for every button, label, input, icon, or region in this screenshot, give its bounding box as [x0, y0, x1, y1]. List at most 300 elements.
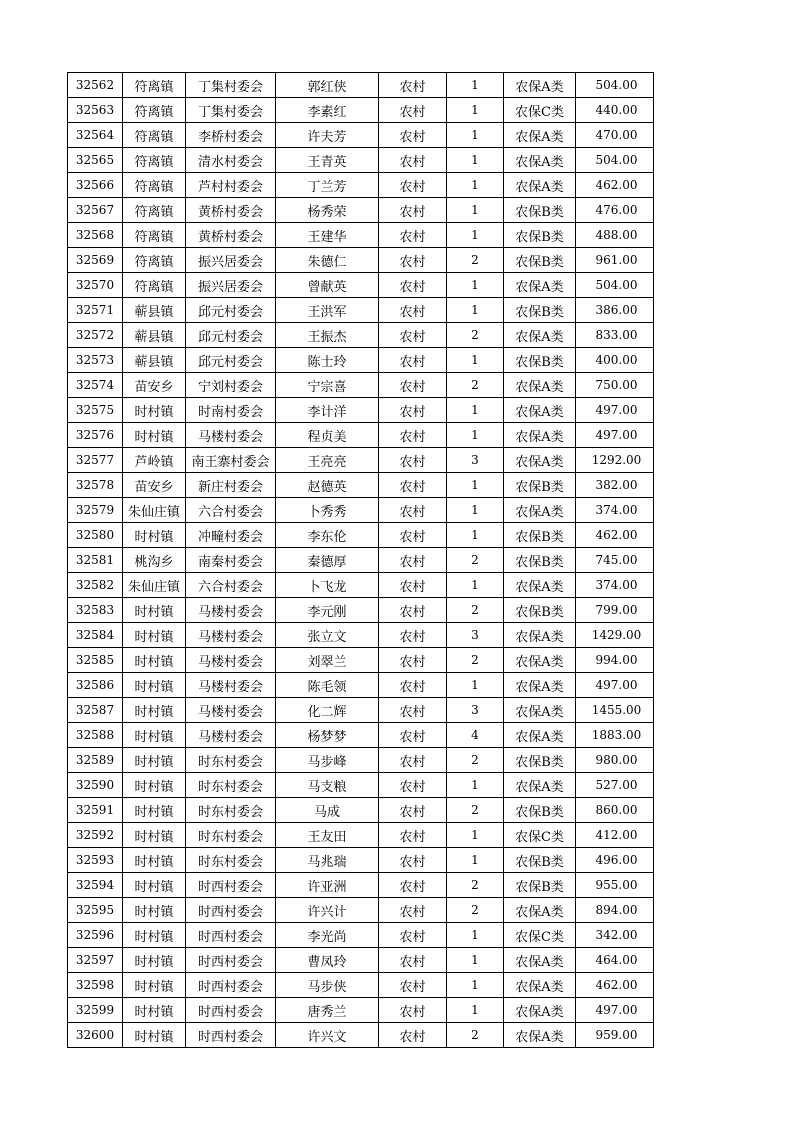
- insurance-class-cell: 农保A类: [504, 423, 576, 448]
- record-id-cell: 32573: [68, 348, 123, 373]
- record-id-cell: 32568: [68, 223, 123, 248]
- household-count-cell: 2: [447, 1023, 504, 1048]
- town-cell: 符离镇: [123, 148, 186, 173]
- committee-cell: 宁刘村委会: [186, 373, 276, 398]
- record-id-cell: 32564: [68, 123, 123, 148]
- town-cell: 时村镇: [123, 623, 186, 648]
- insurance-class-cell: 农保B类: [504, 523, 576, 548]
- record-id-cell: 32572: [68, 323, 123, 348]
- record-id-cell: 32597: [68, 948, 123, 973]
- table-row: [68, 348, 654, 373]
- record-id-cell: 32592: [68, 823, 123, 848]
- record-id-cell: 32566: [68, 173, 123, 198]
- record-id-cell: 32584: [68, 623, 123, 648]
- amount-cell: 497.00: [576, 423, 654, 448]
- record-id-cell: 32577: [68, 448, 123, 473]
- household-count-cell: 1: [447, 298, 504, 323]
- area-type-cell: 农村: [379, 573, 447, 598]
- insurance-class-cell: 农保B类: [504, 348, 576, 373]
- insurance-class-cell: 农保B类: [504, 598, 576, 623]
- amount-cell: 527.00: [576, 773, 654, 798]
- name-cell: 王洪军: [276, 298, 379, 323]
- name-cell: 丁兰芳: [276, 173, 379, 198]
- area-type-cell: 农村: [379, 698, 447, 723]
- table-row: [68, 298, 654, 323]
- amount-cell: 833.00: [576, 323, 654, 348]
- household-count-cell: 1: [447, 73, 504, 98]
- insurance-class-cell: 农保B类: [504, 548, 576, 573]
- insurance-class-cell: 农保A类: [504, 723, 576, 748]
- area-type-cell: 农村: [379, 623, 447, 648]
- name-cell: 刘翠兰: [276, 648, 379, 673]
- record-id-cell: 32599: [68, 998, 123, 1023]
- amount-cell: 994.00: [576, 648, 654, 673]
- table-row: [68, 398, 654, 423]
- town-cell: 时村镇: [123, 823, 186, 848]
- household-count-cell: 1: [447, 348, 504, 373]
- table-row: [68, 423, 654, 448]
- table-row: [68, 998, 654, 1023]
- area-type-cell: 农村: [379, 673, 447, 698]
- record-id-cell: 32591: [68, 798, 123, 823]
- table-row: [68, 748, 654, 773]
- insurance-class-cell: 农保A类: [504, 998, 576, 1023]
- amount-cell: 462.00: [576, 973, 654, 998]
- household-count-cell: 1: [447, 223, 504, 248]
- record-id-cell: 32563: [68, 98, 123, 123]
- name-cell: 唐秀兰: [276, 998, 379, 1023]
- insurance-class-cell: 农保A类: [504, 773, 576, 798]
- name-cell: 陈毛领: [276, 673, 379, 698]
- area-type-cell: 农村: [379, 73, 447, 98]
- committee-cell: 清水村委会: [186, 148, 276, 173]
- amount-cell: 462.00: [576, 173, 654, 198]
- amount-cell: 462.00: [576, 523, 654, 548]
- name-cell: 许兴计: [276, 898, 379, 923]
- household-count-cell: 1: [447, 848, 504, 873]
- town-cell: 符离镇: [123, 198, 186, 223]
- name-cell: 李东伦: [276, 523, 379, 548]
- household-count-cell: 1: [447, 173, 504, 198]
- record-id-cell: 32593: [68, 848, 123, 873]
- insurance-class-cell: 农保A类: [504, 948, 576, 973]
- name-cell: 马步侠: [276, 973, 379, 998]
- committee-cell: 丁集村委会: [186, 98, 276, 123]
- committee-cell: 时西村委会: [186, 948, 276, 973]
- record-id-cell: 32575: [68, 398, 123, 423]
- town-cell: 蕲县镇: [123, 348, 186, 373]
- amount-cell: 464.00: [576, 948, 654, 973]
- table-body: [68, 73, 654, 1048]
- table-row: [68, 148, 654, 173]
- town-cell: 时村镇: [123, 1023, 186, 1048]
- area-type-cell: 农村: [379, 848, 447, 873]
- table-row: [68, 448, 654, 473]
- town-cell: 符离镇: [123, 173, 186, 198]
- record-id-cell: 32600: [68, 1023, 123, 1048]
- area-type-cell: 农村: [379, 123, 447, 148]
- area-type-cell: 农村: [379, 323, 447, 348]
- insurance-class-cell: 农保B类: [504, 473, 576, 498]
- insurance-class-cell: 农保A类: [504, 898, 576, 923]
- town-cell: 时村镇: [123, 698, 186, 723]
- name-cell: 郭红侠: [276, 73, 379, 98]
- household-count-cell: 1: [447, 148, 504, 173]
- town-cell: 时村镇: [123, 673, 186, 698]
- area-type-cell: 农村: [379, 823, 447, 848]
- name-cell: 杨秀荣: [276, 198, 379, 223]
- town-cell: 朱仙庄镇: [123, 573, 186, 598]
- table-row: [68, 973, 654, 998]
- amount-cell: 497.00: [576, 998, 654, 1023]
- committee-cell: 时南村委会: [186, 398, 276, 423]
- table-row: [68, 173, 654, 198]
- household-count-cell: 2: [447, 373, 504, 398]
- town-cell: 符离镇: [123, 123, 186, 148]
- insurance-class-cell: 农保A类: [504, 173, 576, 198]
- committee-cell: 时东村委会: [186, 748, 276, 773]
- area-type-cell: 农村: [379, 873, 447, 898]
- insurance-class-cell: 农保A类: [504, 73, 576, 98]
- town-cell: 时村镇: [123, 523, 186, 548]
- area-type-cell: 农村: [379, 298, 447, 323]
- town-cell: 时村镇: [123, 773, 186, 798]
- name-cell: 卜飞龙: [276, 573, 379, 598]
- table-row: [68, 673, 654, 698]
- table-row: [68, 223, 654, 248]
- area-type-cell: 农村: [379, 98, 447, 123]
- amount-cell: 955.00: [576, 873, 654, 898]
- area-type-cell: 农村: [379, 548, 447, 573]
- area-type-cell: 农村: [379, 223, 447, 248]
- town-cell: 朱仙庄镇: [123, 498, 186, 523]
- insurance-class-cell: 农保A类: [504, 323, 576, 348]
- town-cell: 时村镇: [123, 648, 186, 673]
- name-cell: 马成: [276, 798, 379, 823]
- insurance-class-cell: 农保A类: [504, 573, 576, 598]
- record-id-cell: 32594: [68, 873, 123, 898]
- amount-cell: 961.00: [576, 248, 654, 273]
- amount-cell: 374.00: [576, 573, 654, 598]
- committee-cell: 时东村委会: [186, 848, 276, 873]
- committee-cell: 时西村委会: [186, 873, 276, 898]
- town-cell: 符离镇: [123, 248, 186, 273]
- table-row: [68, 573, 654, 598]
- table-row: [68, 623, 654, 648]
- amount-cell: 504.00: [576, 148, 654, 173]
- amount-cell: 1292.00: [576, 448, 654, 473]
- household-count-cell: 1: [447, 673, 504, 698]
- household-count-cell: 2: [447, 798, 504, 823]
- amount-cell: 860.00: [576, 798, 654, 823]
- record-id-cell: 32574: [68, 373, 123, 398]
- household-count-cell: 1: [447, 398, 504, 423]
- town-cell: 时村镇: [123, 948, 186, 973]
- household-count-cell: 4: [447, 723, 504, 748]
- household-count-cell: 1: [447, 423, 504, 448]
- town-cell: 时村镇: [123, 923, 186, 948]
- insurance-class-cell: 农保B类: [504, 223, 576, 248]
- amount-cell: 412.00: [576, 823, 654, 848]
- town-cell: 时村镇: [123, 998, 186, 1023]
- name-cell: 李素红: [276, 98, 379, 123]
- household-count-cell: 2: [447, 898, 504, 923]
- table-row: [68, 598, 654, 623]
- committee-cell: 时东村委会: [186, 798, 276, 823]
- table-row: [68, 98, 654, 123]
- record-id-cell: 32578: [68, 473, 123, 498]
- area-type-cell: 农村: [379, 198, 447, 223]
- record-id-cell: 32570: [68, 273, 123, 298]
- table-row: [68, 273, 654, 298]
- household-count-cell: 1: [447, 973, 504, 998]
- amount-cell: 959.00: [576, 1023, 654, 1048]
- table-row: [68, 1023, 654, 1048]
- household-count-cell: 1: [447, 123, 504, 148]
- table-row: [68, 473, 654, 498]
- area-type-cell: 农村: [379, 923, 447, 948]
- record-id-cell: 32565: [68, 148, 123, 173]
- insurance-class-cell: 农保B类: [504, 798, 576, 823]
- household-count-cell: 1: [447, 98, 504, 123]
- area-type-cell: 农村: [379, 423, 447, 448]
- table-row: [68, 323, 654, 348]
- committee-cell: 冲疃村委会: [186, 523, 276, 548]
- household-count-cell: 1: [447, 773, 504, 798]
- insurance-class-cell: 农保A类: [504, 398, 576, 423]
- area-type-cell: 农村: [379, 648, 447, 673]
- insurance-class-cell: 农保B类: [504, 248, 576, 273]
- amount-cell: 894.00: [576, 898, 654, 923]
- area-type-cell: 农村: [379, 398, 447, 423]
- committee-cell: 黄桥村委会: [186, 198, 276, 223]
- amount-cell: 496.00: [576, 848, 654, 873]
- committee-cell: 邱元村委会: [186, 348, 276, 373]
- name-cell: 许夫芳: [276, 123, 379, 148]
- household-count-cell: 2: [447, 323, 504, 348]
- name-cell: 杨梦梦: [276, 723, 379, 748]
- record-id-cell: 32585: [68, 648, 123, 673]
- amount-cell: 1429.00: [576, 623, 654, 648]
- area-type-cell: 农村: [379, 473, 447, 498]
- name-cell: 陈士玲: [276, 348, 379, 373]
- area-type-cell: 农村: [379, 998, 447, 1023]
- town-cell: 符离镇: [123, 98, 186, 123]
- area-type-cell: 农村: [379, 598, 447, 623]
- committee-cell: 马楼村委会: [186, 723, 276, 748]
- area-type-cell: 农村: [379, 948, 447, 973]
- table-row: [68, 498, 654, 523]
- name-cell: 程贞美: [276, 423, 379, 448]
- town-cell: 时村镇: [123, 873, 186, 898]
- committee-cell: 马楼村委会: [186, 698, 276, 723]
- committee-cell: 六合村委会: [186, 573, 276, 598]
- area-type-cell: 农村: [379, 248, 447, 273]
- committee-cell: 时西村委会: [186, 923, 276, 948]
- name-cell: 朱德仁: [276, 248, 379, 273]
- household-count-cell: 1: [447, 573, 504, 598]
- insurance-class-cell: 农保A类: [504, 1023, 576, 1048]
- household-count-cell: 1: [447, 998, 504, 1023]
- record-id-cell: 32582: [68, 573, 123, 598]
- record-id-cell: 32598: [68, 973, 123, 998]
- insurance-class-cell: 农保A类: [504, 148, 576, 173]
- insurance-class-cell: 农保B类: [504, 873, 576, 898]
- town-cell: 时村镇: [123, 598, 186, 623]
- name-cell: 马支粮: [276, 773, 379, 798]
- town-cell: 芦岭镇: [123, 448, 186, 473]
- committee-cell: 马楼村委会: [186, 648, 276, 673]
- table-row: [68, 773, 654, 798]
- committee-cell: 六合村委会: [186, 498, 276, 523]
- record-id-cell: 32595: [68, 898, 123, 923]
- area-type-cell: 农村: [379, 1023, 447, 1048]
- table-row: [68, 248, 654, 273]
- table-row: [68, 548, 654, 573]
- household-count-cell: 3: [447, 448, 504, 473]
- area-type-cell: 农村: [379, 973, 447, 998]
- name-cell: 宁宗喜: [276, 373, 379, 398]
- name-cell: 张立文: [276, 623, 379, 648]
- area-type-cell: 农村: [379, 798, 447, 823]
- table-row: [68, 923, 654, 948]
- insurance-class-cell: 农保A类: [504, 498, 576, 523]
- household-count-cell: 1: [447, 473, 504, 498]
- town-cell: 时村镇: [123, 748, 186, 773]
- amount-cell: 980.00: [576, 748, 654, 773]
- committee-cell: 时西村委会: [186, 973, 276, 998]
- name-cell: 王友田: [276, 823, 379, 848]
- records-table: [67, 72, 654, 1048]
- amount-cell: 374.00: [576, 498, 654, 523]
- amount-cell: 745.00: [576, 548, 654, 573]
- town-cell: 苗安乡: [123, 473, 186, 498]
- table-row: [68, 798, 654, 823]
- household-count-cell: 2: [447, 598, 504, 623]
- household-count-cell: 2: [447, 748, 504, 773]
- record-id-cell: 32579: [68, 498, 123, 523]
- record-id-cell: 32569: [68, 248, 123, 273]
- insurance-class-cell: 农保A类: [504, 648, 576, 673]
- town-cell: 苗安乡: [123, 373, 186, 398]
- name-cell: 王建华: [276, 223, 379, 248]
- record-id-cell: 32562: [68, 73, 123, 98]
- table-row: [68, 523, 654, 548]
- insurance-class-cell: 农保A类: [504, 673, 576, 698]
- record-id-cell: 32581: [68, 548, 123, 573]
- town-cell: 时村镇: [123, 898, 186, 923]
- town-cell: 时村镇: [123, 798, 186, 823]
- insurance-class-cell: 农保C类: [504, 923, 576, 948]
- committee-cell: 邱元村委会: [186, 323, 276, 348]
- area-type-cell: 农村: [379, 723, 447, 748]
- insurance-class-cell: 农保B类: [504, 848, 576, 873]
- area-type-cell: 农村: [379, 273, 447, 298]
- insurance-class-cell: 农保A类: [504, 273, 576, 298]
- committee-cell: 时西村委会: [186, 898, 276, 923]
- household-count-cell: 2: [447, 873, 504, 898]
- insurance-class-cell: 农保B类: [504, 198, 576, 223]
- table-row: [68, 198, 654, 223]
- name-cell: 许兴文: [276, 1023, 379, 1048]
- town-cell: 时村镇: [123, 848, 186, 873]
- amount-cell: 1455.00: [576, 698, 654, 723]
- committee-cell: 时西村委会: [186, 998, 276, 1023]
- committee-cell: 振兴居委会: [186, 273, 276, 298]
- name-cell: 李计洋: [276, 398, 379, 423]
- committee-cell: 南秦村委会: [186, 548, 276, 573]
- town-cell: 时村镇: [123, 423, 186, 448]
- household-count-cell: 3: [447, 698, 504, 723]
- record-id-cell: 32590: [68, 773, 123, 798]
- name-cell: 秦德厚: [276, 548, 379, 573]
- amount-cell: 497.00: [576, 398, 654, 423]
- record-id-cell: 32576: [68, 423, 123, 448]
- table-row: [68, 873, 654, 898]
- name-cell: 曾献英: [276, 273, 379, 298]
- town-cell: 符离镇: [123, 73, 186, 98]
- area-type-cell: 农村: [379, 348, 447, 373]
- record-id-cell: 32571: [68, 298, 123, 323]
- name-cell: 王青英: [276, 148, 379, 173]
- record-id-cell: 32567: [68, 198, 123, 223]
- table-row: [68, 123, 654, 148]
- amount-cell: 750.00: [576, 373, 654, 398]
- amount-cell: 504.00: [576, 73, 654, 98]
- insurance-class-cell: 农保A类: [504, 698, 576, 723]
- household-count-cell: 1: [447, 498, 504, 523]
- table-row: [68, 948, 654, 973]
- household-count-cell: 2: [447, 548, 504, 573]
- committee-cell: 时东村委会: [186, 773, 276, 798]
- amount-cell: 342.00: [576, 923, 654, 948]
- household-count-cell: 1: [447, 523, 504, 548]
- table-row: [68, 373, 654, 398]
- committee-cell: 丁集村委会: [186, 73, 276, 98]
- household-count-cell: 1: [447, 198, 504, 223]
- insurance-class-cell: 农保A类: [504, 373, 576, 398]
- record-id-cell: 32586: [68, 673, 123, 698]
- amount-cell: 476.00: [576, 198, 654, 223]
- area-type-cell: 农村: [379, 748, 447, 773]
- name-cell: 王亮亮: [276, 448, 379, 473]
- household-count-cell: 2: [447, 648, 504, 673]
- name-cell: 曹凤玲: [276, 948, 379, 973]
- committee-cell: 马楼村委会: [186, 598, 276, 623]
- town-cell: 蕲县镇: [123, 298, 186, 323]
- insurance-class-cell: 农保A类: [504, 448, 576, 473]
- insurance-class-cell: 农保A类: [504, 123, 576, 148]
- committee-cell: 时东村委会: [186, 823, 276, 848]
- name-cell: 许亚洲: [276, 873, 379, 898]
- amount-cell: 504.00: [576, 273, 654, 298]
- name-cell: 李元刚: [276, 598, 379, 623]
- name-cell: 化二辉: [276, 698, 379, 723]
- town-cell: 蕲县镇: [123, 323, 186, 348]
- name-cell: 马步峰: [276, 748, 379, 773]
- committee-cell: 李桥村委会: [186, 123, 276, 148]
- household-count-cell: 1: [447, 823, 504, 848]
- record-id-cell: 32587: [68, 698, 123, 723]
- table-row: [68, 698, 654, 723]
- amount-cell: 488.00: [576, 223, 654, 248]
- amount-cell: 497.00: [576, 673, 654, 698]
- area-type-cell: 农村: [379, 773, 447, 798]
- committee-cell: 南王寨村委会: [186, 448, 276, 473]
- area-type-cell: 农村: [379, 523, 447, 548]
- committee-cell: 芦村村委会: [186, 173, 276, 198]
- table-row: [68, 73, 654, 98]
